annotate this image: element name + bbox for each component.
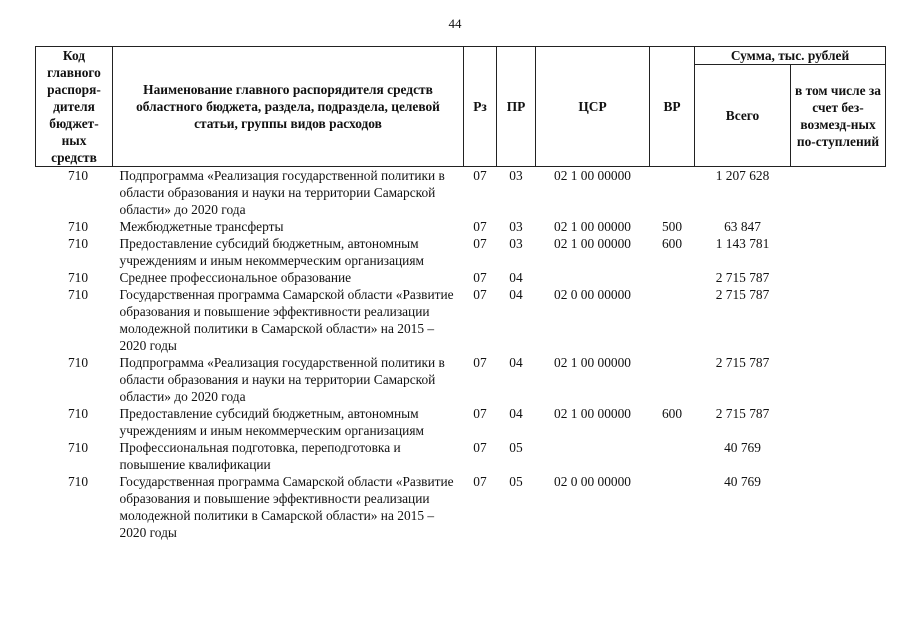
cell-free bbox=[791, 405, 886, 439]
cell-csr: 02 0 00 00000 bbox=[554, 474, 631, 489]
cell-pr: 03 bbox=[509, 219, 523, 234]
cell-pr: 04 bbox=[509, 287, 523, 302]
cell-total: 2 715 787 bbox=[715, 355, 770, 370]
cell-pr: 05 bbox=[509, 440, 523, 455]
cell-pr: 04 bbox=[509, 406, 523, 421]
cell-total: 40 769 bbox=[724, 474, 761, 489]
cell-total: 2 715 787 bbox=[715, 270, 770, 285]
cell-csr: 02 1 00 00000 bbox=[554, 355, 631, 370]
cell-code: 710 bbox=[67, 270, 89, 285]
table-row bbox=[36, 439, 886, 473]
cell-code: 710 bbox=[67, 236, 89, 251]
cell-rz: 07 bbox=[473, 236, 487, 251]
table-header bbox=[36, 47, 886, 167]
cell-rz: 07 bbox=[473, 355, 487, 370]
cell-rz: 07 bbox=[473, 270, 487, 285]
cell-code: 710 bbox=[67, 474, 89, 489]
cell-pr: 03 bbox=[509, 168, 523, 183]
header-csr: ЦСР bbox=[536, 47, 650, 167]
header-rz: Рз bbox=[464, 47, 497, 167]
table-row bbox=[36, 218, 886, 235]
cell-code: 710 bbox=[67, 440, 89, 455]
table-row bbox=[36, 269, 886, 286]
table-row bbox=[36, 354, 886, 405]
cell-name: Среднее профессиональное образование bbox=[119, 270, 352, 285]
cell-pr: 04 bbox=[509, 355, 523, 370]
cell-vr: 600 bbox=[661, 406, 683, 421]
cell-name: Государственная программа Самарской области «Развитие образования и повышение эффективности реализации молодежной политики в Самарской области» на 2015 – 2020 годы bbox=[119, 474, 454, 540]
cell-total: 40 769 bbox=[724, 440, 761, 455]
cell-csr bbox=[536, 439, 650, 473]
cell-vr bbox=[650, 269, 695, 286]
cell-csr: 02 0 00 00000 bbox=[554, 287, 631, 302]
cell-vr: 600 bbox=[661, 236, 683, 251]
cell-code: 710 bbox=[67, 355, 89, 370]
cell-free bbox=[791, 439, 886, 473]
cell-total: 2 715 787 bbox=[715, 406, 770, 421]
cell-vr bbox=[650, 167, 695, 219]
cell-total: 1 207 628 bbox=[715, 168, 770, 183]
cell-code: 710 bbox=[67, 219, 89, 234]
cell-code: 710 bbox=[67, 287, 89, 302]
header-sum: Сумма, тыс. рублей bbox=[695, 47, 886, 65]
cell-vr bbox=[650, 286, 695, 354]
table-row bbox=[36, 405, 886, 439]
header-total: Всего bbox=[695, 65, 791, 167]
cell-rz: 07 bbox=[473, 287, 487, 302]
cell-csr: 02 1 00 00000 bbox=[554, 168, 631, 183]
table-row bbox=[36, 286, 886, 354]
cell-csr bbox=[536, 269, 650, 286]
cell-pr: 03 bbox=[509, 236, 523, 251]
cell-csr: 02 1 00 00000 bbox=[554, 219, 631, 234]
cell-free bbox=[791, 354, 886, 405]
cell-total: 63 847 bbox=[724, 219, 761, 234]
header-vr: ВР bbox=[650, 47, 695, 167]
header-name: Наименование главного распорядителя средств областного бюджета, раздела, подраздела, целевой статьи, группы видов расходов bbox=[113, 47, 464, 167]
cell-free bbox=[791, 269, 886, 286]
cell-free bbox=[791, 167, 886, 219]
cell-free bbox=[791, 235, 886, 269]
cell-vr bbox=[650, 473, 695, 541]
cell-csr: 02 1 00 00000 bbox=[554, 406, 631, 421]
cell-rz: 07 bbox=[473, 440, 487, 455]
cell-rz: 07 bbox=[473, 219, 487, 234]
cell-name: Государственная программа Самарской области «Развитие образования и повышение эффективности реализации молодежной политики в Самарской области» на 2015 – 2020 годы bbox=[119, 287, 454, 353]
cell-vr: 500 bbox=[661, 219, 683, 234]
cell-name: Межбюджетные трансферты bbox=[119, 219, 284, 234]
cell-rz: 07 bbox=[473, 474, 487, 489]
table-row bbox=[36, 235, 886, 269]
cell-total: 2 715 787 bbox=[715, 287, 770, 302]
cell-code: 710 bbox=[67, 406, 89, 421]
cell-name: Подпрограмма «Реализация государственной политики в области образования и науки на территории Самарской области» до 2020 года bbox=[119, 355, 445, 404]
cell-name: Подпрограмма «Реализация государственной политики в области образования и науки на территории Самарской области» до 2020 года bbox=[119, 168, 445, 217]
cell-vr bbox=[650, 439, 695, 473]
cell-name: Предоставление субсидий бюджетным, автономным учреждениям и иным некоммерческим организациям bbox=[119, 406, 424, 438]
cell-rz: 07 bbox=[473, 406, 487, 421]
page-number: 44 bbox=[448, 16, 462, 31]
cell-free bbox=[791, 218, 886, 235]
cell-name: Профессиональная подготовка, переподготовка и повышение квалификации bbox=[119, 440, 401, 472]
table-row bbox=[36, 167, 886, 219]
table-body bbox=[36, 167, 886, 542]
budget-table bbox=[35, 46, 886, 541]
cell-vr bbox=[650, 354, 695, 405]
table-row bbox=[36, 473, 886, 541]
cell-code: 710 bbox=[67, 168, 89, 183]
cell-csr: 02 1 00 00000 bbox=[554, 236, 631, 251]
cell-free bbox=[791, 473, 886, 541]
header-code: Код главного распоря-дителя бюджет-ных средств bbox=[36, 47, 113, 167]
header-free: в том числе за счет без-возмезд-ных по-ступлений bbox=[791, 65, 886, 167]
cell-pr: 05 bbox=[509, 474, 523, 489]
cell-rz: 07 bbox=[473, 168, 487, 183]
cell-total: 1 143 781 bbox=[715, 236, 770, 251]
header-pr: ПР bbox=[497, 47, 536, 167]
cell-name: Предоставление субсидий бюджетным, автономным учреждениям и иным некоммерческим организациям bbox=[119, 236, 424, 268]
cell-free bbox=[791, 286, 886, 354]
cell-pr: 04 bbox=[509, 270, 523, 285]
